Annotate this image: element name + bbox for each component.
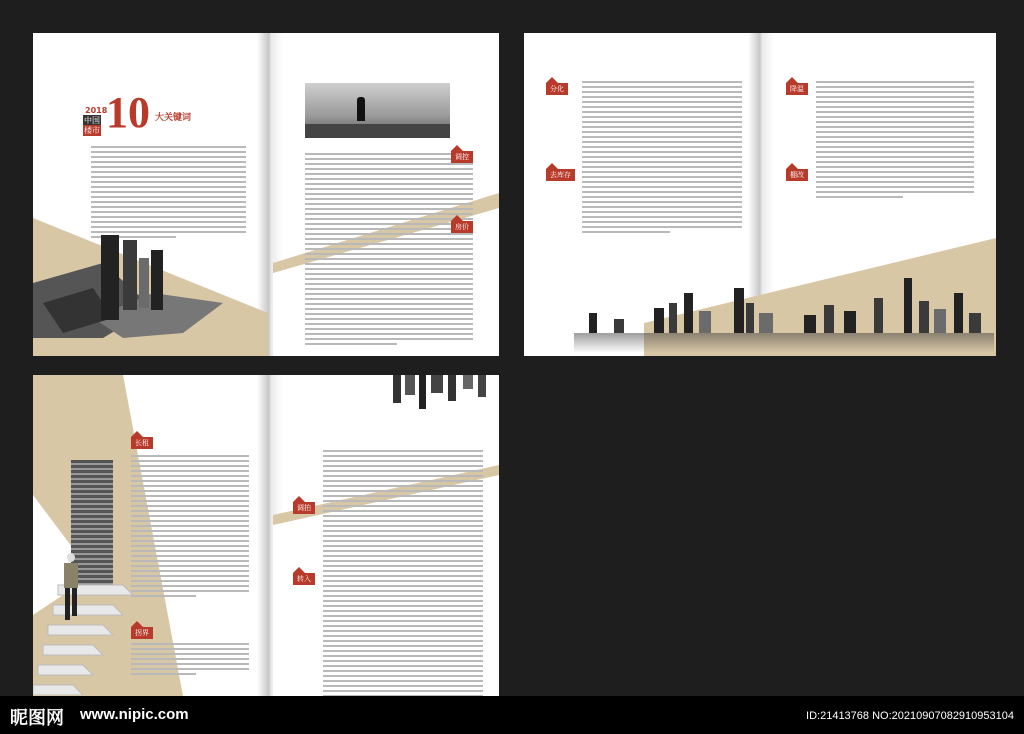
site-logo: 昵图网 — [10, 708, 64, 729]
subtitle-line-2: 楼市 — [84, 126, 100, 135]
spread-3 — [33, 375, 499, 696]
tag-changzu: 长租 — [131, 437, 153, 449]
image-id-text: ID:21413768 NO:20210907082910953104 — [806, 710, 1014, 722]
title-block — [83, 88, 203, 138]
body-text-2b — [816, 81, 974, 201]
spread-1 — [33, 33, 499, 356]
tag-penggai: 棚改 — [786, 169, 808, 181]
year-label: 2018 — [85, 106, 108, 115]
body-text-2a — [582, 81, 742, 236]
tag-fenhua: 分化 — [546, 83, 568, 95]
city-cluster-left — [33, 223, 223, 338]
body-text-1 — [305, 153, 473, 348]
tag-fangjia: 房价 — [451, 221, 473, 233]
city-skyline — [574, 278, 994, 333]
man-figure — [61, 553, 81, 623]
body-text-3c — [323, 450, 483, 696]
tag-guaijie: 拐界 — [131, 627, 153, 639]
site-url: www.nipic.com — [80, 706, 189, 723]
tag-tiaokong: 调控 — [451, 151, 473, 163]
hanging-buildings — [383, 375, 499, 415]
body-text-3a — [131, 455, 249, 600]
tag-zhuanru: 转入 — [293, 573, 315, 585]
tag-tiaopai: 调拍 — [293, 502, 315, 514]
skyline-reflection — [574, 333, 994, 353]
spread-2 — [524, 33, 996, 356]
watermark-footer — [0, 696, 1024, 734]
tag-qukucun: 去库存 — [546, 169, 575, 181]
big-number: 10 — [106, 88, 150, 137]
heading: 大关键词 — [155, 113, 192, 123]
subtitle-line-1: 中国 — [84, 116, 100, 125]
body-text-3b — [131, 643, 249, 678]
tag-jiangwen: 降温 — [786, 83, 808, 95]
header-photo — [305, 83, 450, 138]
